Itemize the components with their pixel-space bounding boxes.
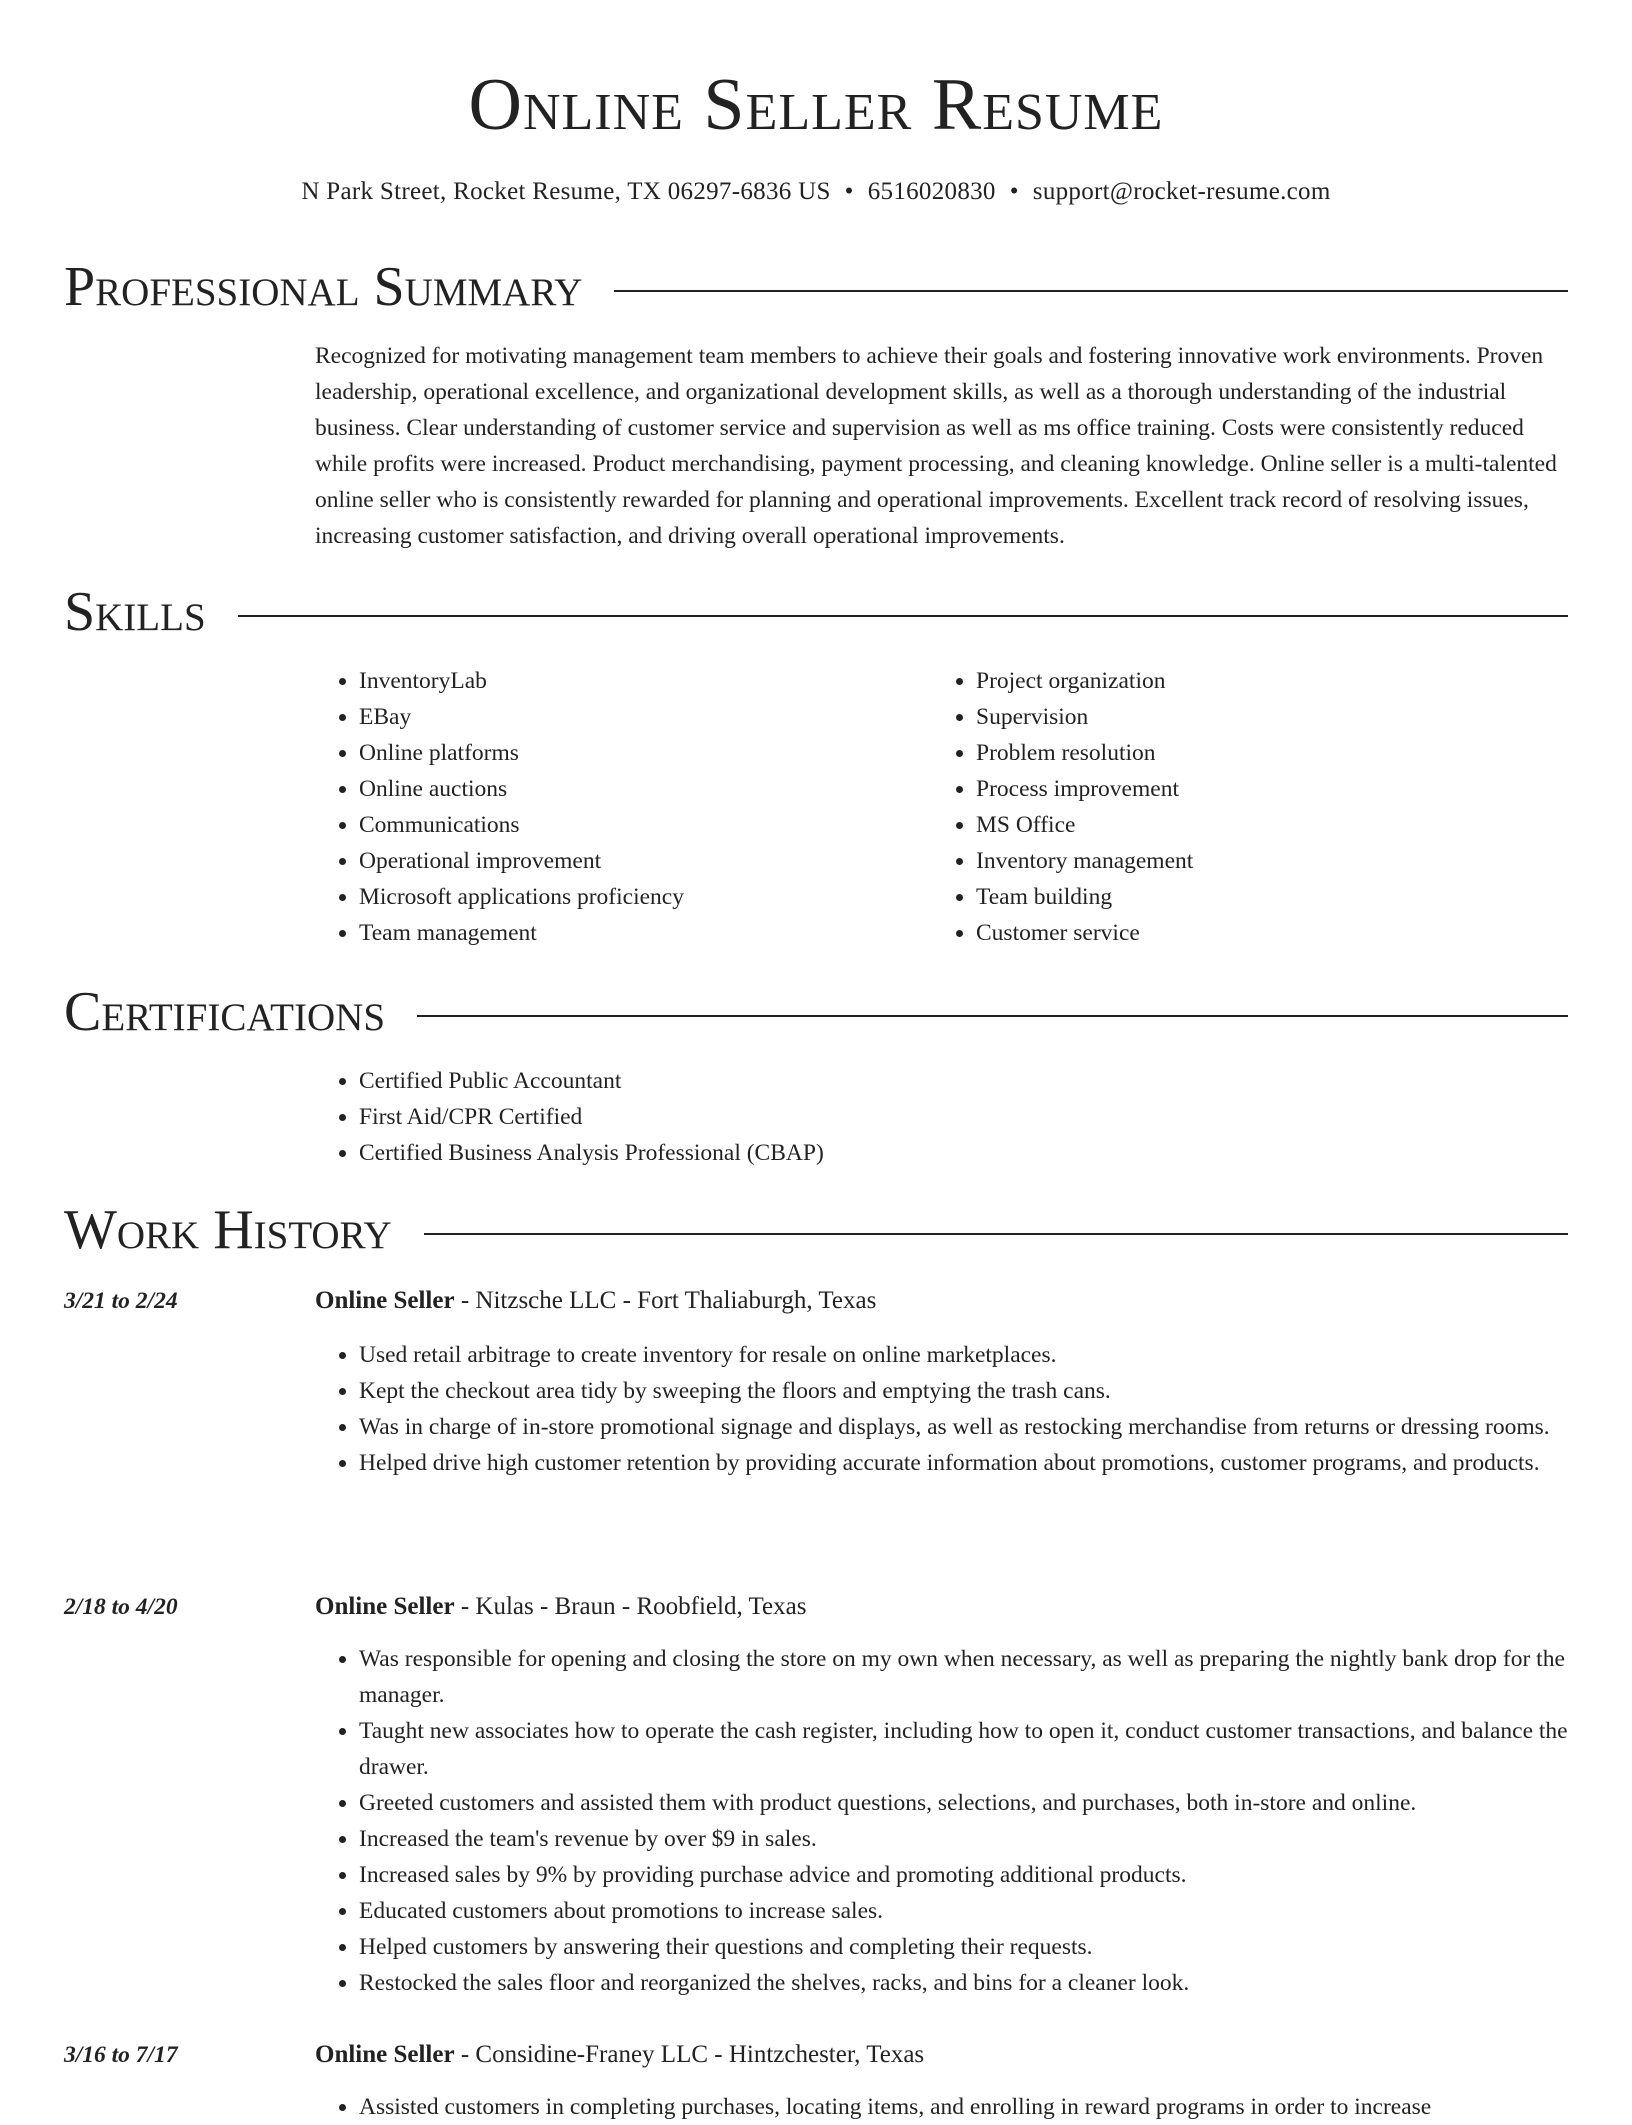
- contact-separator: •: [844, 178, 854, 205]
- job-title-line: [315, 1283, 1568, 1319]
- job-employer: - Considine-Franey LLC - Hintzchester, Texas: [454, 2041, 925, 2068]
- skill-item: • Team management: [359, 915, 875, 951]
- job-duty-item: • Restocked the sales floor and reorganized the shelves, racks, and bins for a cleaner look.: [359, 1965, 1568, 2001]
- skill-item: • Online platforms: [359, 735, 875, 771]
- contact-email: support@rocket-resume.com: [1032, 178, 1331, 205]
- job-dates: 3/16 to 7/17: [64, 2042, 178, 2068]
- section-rule: [614, 290, 1568, 292]
- certifications-list: [315, 1063, 1568, 1171]
- work-history-section-header: [64, 1198, 1568, 1262]
- work-history-heading: Work History: [64, 1199, 392, 1261]
- certification-item: • Certified Public Accountant: [359, 1063, 1568, 1099]
- skill-item: • Process improvement: [976, 771, 1492, 807]
- skills-column-right: [932, 663, 1492, 951]
- job-duty-item: • Was in charge of in-store promotional signage and displays, as well as restocking merchandise from returns or dressing rooms.: [359, 1409, 1568, 1445]
- section-rule: [238, 615, 1568, 617]
- job-duty-item: • Increased sales by 9% by providing purchase advice and promoting additional products.: [359, 1857, 1568, 1893]
- skill-item: • Inventory management: [976, 843, 1492, 879]
- job-duty-item: • Used retail arbitrage to create inventory for resale on online marketplaces.: [359, 1337, 1568, 1373]
- job-employer: - Nitzsche LLC - Fort Thaliaburgh, Texas: [454, 1287, 877, 1314]
- certifications-section-header: [64, 980, 1568, 1044]
- skills-column-left: [315, 663, 875, 951]
- job-role: Online Seller: [315, 2041, 455, 2068]
- job-duties: [315, 1641, 1568, 2001]
- summary-heading: Professional Summary: [64, 256, 583, 318]
- job-duty-item: • Kept the checkout area tidy by sweeping the floors and emptying the trash cans.: [359, 1373, 1568, 1409]
- skill-item: • Online auctions: [359, 771, 875, 807]
- skill-item: • EBay: [359, 699, 875, 735]
- contact-line: [0, 174, 1632, 210]
- certifications-heading: Certifications: [64, 981, 386, 1043]
- skills-section-header: [64, 580, 1568, 644]
- job-role: Online Seller: [315, 1593, 455, 1620]
- skill-item: • InventoryLab: [359, 663, 875, 699]
- job-duties: [315, 2089, 1568, 2125]
- skill-item: • Communications: [359, 807, 875, 843]
- section-rule: [417, 1015, 1568, 1017]
- summary-text: Recognized for motivating management team members to achieve their goals and fostering innovative work environments. Proven leadership, operational excellence, and organizational development skills, as well as a thorough understanding of the industrial business. Clear understanding of customer service and supervision as well as ms office training. Costs were consistently reduced while profits were increased. Product merchandising, payment processing, and cleaning knowledge. Online seller is a multi-talented online seller who is consistently rewarded for planning and operational improvements. Excellent track record of resolving issues, increasing customer satisfaction, and driving overall operational improvements.: [315, 343, 1557, 549]
- certification-item: • Certified Business Analysis Professional (CBAP): [359, 1135, 1568, 1171]
- job-duty-item: • Assisted customers in completing purchases, locating items, and enrolling in reward programs in order to increase: [359, 2089, 1568, 2125]
- contact-separator: •: [1009, 178, 1019, 205]
- job-role: Online Seller: [315, 1287, 455, 1314]
- skill-item: • MS Office: [976, 807, 1492, 843]
- skill-item: • Problem resolution: [976, 735, 1492, 771]
- job-duty-item: • Educated customers about promotions to increase sales.: [359, 1893, 1568, 1929]
- skill-item: • Supervision: [976, 699, 1492, 735]
- job-duty-item: • Greeted customers and assisted them with product questions, selections, and purchases, both in-store and online.: [359, 1785, 1568, 1821]
- job-duty-item: • Increased the team's revenue by over $9 in sales.: [359, 1821, 1568, 1857]
- job-duty-item: • Was responsible for opening and closing the store on my own when necessary, as well as preparing the nightly bank drop for the manager.: [359, 1641, 1568, 1713]
- skill-item: • Microsoft applications proficiency: [359, 879, 875, 915]
- certification-item: • First Aid/CPR Certified: [359, 1099, 1568, 1135]
- skill-item: • Team building: [976, 879, 1492, 915]
- job-dates: 2/18 to 4/20: [64, 1594, 178, 1620]
- section-rule: [424, 1233, 1568, 1235]
- resume-title: Online Seller Resume: [468, 64, 1164, 146]
- job-dates: 3/21 to 2/24: [64, 1288, 178, 1314]
- job-title-line: [315, 1589, 1568, 1625]
- job-title-line: [315, 2037, 1568, 2073]
- contact-phone: 6516020830: [867, 178, 996, 205]
- skills-heading: Skills: [64, 581, 206, 643]
- job-duty-item: • Taught new associates how to operate the cash register, including how to open it, conduct customer transactions, and balance the drawer.: [359, 1713, 1568, 1785]
- job-employer: - Kulas - Braun - Roobfield, Texas: [454, 1593, 807, 1620]
- job-duties: [315, 1337, 1568, 1481]
- skill-item: • Project organization: [976, 663, 1492, 699]
- skill-item: • Operational improvement: [359, 843, 875, 879]
- contact-address: N Park Street, Rocket Resume, TX 06297-6836 US: [301, 178, 831, 205]
- job-duty-item: • Helped customers by answering their questions and completing their requests.: [359, 1929, 1568, 1965]
- job-duty-item: • Helped drive high customer retention by providing accurate information about promotions, customer programs, and products.: [359, 1445, 1568, 1481]
- summary-section-header: [64, 255, 1568, 319]
- skill-item: • Customer service: [976, 915, 1492, 951]
